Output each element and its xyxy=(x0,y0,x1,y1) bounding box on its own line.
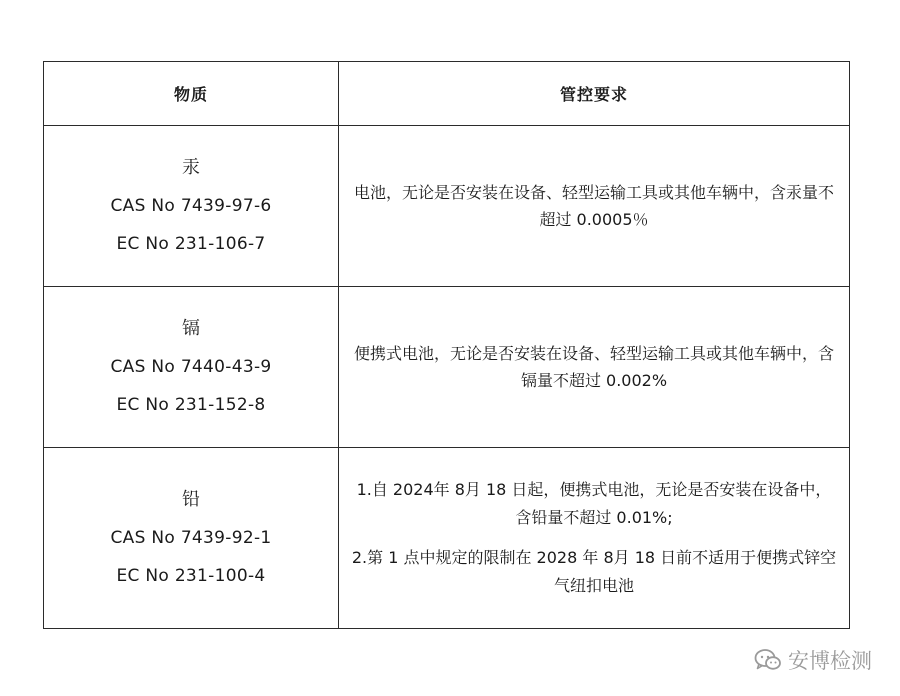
wechat-icon xyxy=(754,648,782,672)
ec-number: EC No 231-152-8 xyxy=(116,395,266,415)
watermark xyxy=(754,645,872,675)
requirement-text: 电池，无论是否安装在设备、轻型运输工具或其他车辆中，含汞量不超过 0.0005％ xyxy=(353,183,834,229)
header-substance: 物质 xyxy=(44,62,339,126)
watermark-text: 安博检测 xyxy=(788,649,872,673)
ec-number: EC No 231-106-7 xyxy=(116,234,266,254)
requirement-item: 2.第 1 点中规定的限制在 2028 年 8月 18 日前不适用于便携式锌空气纽扣电池 xyxy=(351,548,837,595)
requirement-cell xyxy=(339,126,850,287)
requirement-item: 1.自 2024年 8月 18 日起，便携式电池，无论是否安装在设备中，含铅量不超过 0.01%; xyxy=(356,480,832,527)
substance-cell xyxy=(44,287,339,448)
table-header-row xyxy=(44,62,850,126)
substance-name: 铅 xyxy=(182,489,200,510)
requirement-text: 便携式电池，无论是否安装在设备、轻型运输工具或其他车辆中，含镉量不超过 0.002% xyxy=(353,344,834,390)
substance-name: 汞 xyxy=(182,157,200,178)
cas-number: CAS No 7439-97-6 xyxy=(110,196,272,216)
requirement-cell xyxy=(339,448,850,629)
header-requirement: 管控要求 xyxy=(339,62,850,126)
ec-number: EC No 231-100-4 xyxy=(116,566,266,586)
substance-cell xyxy=(44,126,339,287)
table-row-cadmium xyxy=(44,287,850,448)
table-row-lead xyxy=(44,448,850,629)
substance-cell xyxy=(44,448,339,629)
table-row-mercury xyxy=(44,126,850,287)
substance-name: 镉 xyxy=(182,318,200,339)
cas-number: CAS No 7439-92-1 xyxy=(110,528,272,548)
cas-number: CAS No 7440-43-9 xyxy=(110,357,272,377)
regulation-table xyxy=(43,61,850,629)
requirement-cell xyxy=(339,287,850,448)
